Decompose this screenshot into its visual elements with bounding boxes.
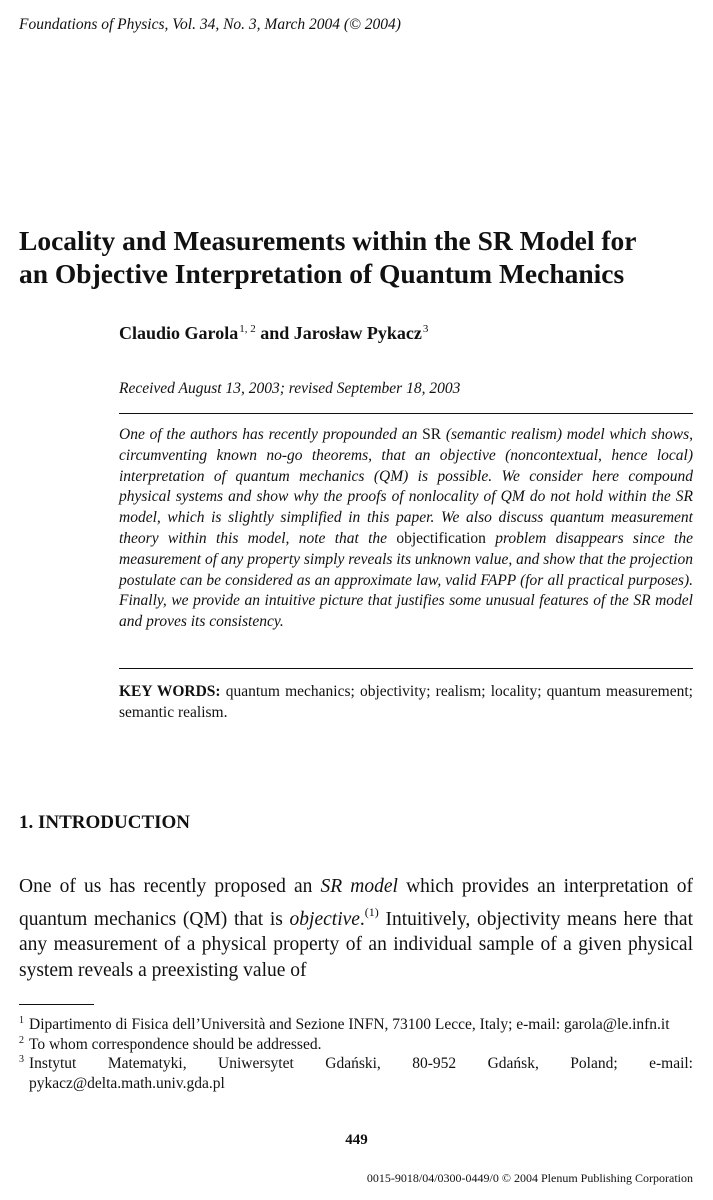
citation-ref[interactable]: (1) (364, 904, 379, 919)
intro-emphasis-sr-model: SR model (320, 876, 398, 897)
abstract (119, 425, 693, 633)
abstract-top-rule (119, 413, 693, 414)
section-heading: 1. INTRODUCTION (19, 812, 191, 833)
abstract-sr-term: SR (422, 426, 442, 443)
abstract-objectification-term: objectification (396, 529, 486, 547)
intro-paragraph (19, 874, 693, 983)
abstract-text-3: problem disappears since the measurement of any property simply reveals its unknown value, and show that the projection postulate can be considered as an approximate law, valid FAPP (for all practical purposes). Finally, we provide an intuitive picture that justifies some unusual features of the SR model and proves its consistency. (119, 529, 693, 631)
received-dates: Received August 13, 2003; revised September 18, 2003 (119, 380, 461, 397)
footnote-text-1: Dipartimento di Fisica dell’Università and Sezione INFN, 73100 Lecce, Italy; e-mail: garola@le.infn.it (29, 1016, 670, 1033)
footnote-mark-2: 2 (19, 1034, 24, 1046)
keywords-list: quantum mechanics; objectivity; realism; locality; quantum measurement; semantic realism. (119, 683, 693, 721)
intro-text-1: One of us has recently proposed an (19, 876, 321, 897)
footnote-2 (19, 1035, 693, 1055)
title-line-2: an Objective Interpretation of Quantum Mechanics (19, 258, 625, 289)
abstract-text-1: One of the authors has recently propounded an (119, 426, 423, 443)
intro-text-2: which provides an interpretation of quantum mechanics (QM) that is (19, 876, 693, 930)
footnote-text-3: Instytut Matematyki, Uniwersytet Gdański, 80-952 Gdańsk, Poland; e-mail: pykacz@delta.math.univ.gda.pl (29, 1055, 693, 1092)
intro-text-3: . (359, 908, 365, 930)
footnote-3 (19, 1054, 693, 1093)
author-separator: and (255, 323, 294, 343)
author-1-affiliation-marks: 1, 2 (239, 323, 256, 335)
abstract-text-2: (semantic realism) model which shows, circumventing known no-go theorems, that an objective (noncontextual, hence local) interpretation of quantum mechanics (QM) is possible. We consider here compound physical systems and show why the proofs of nonlocality of QM do not hold within the SR model, which is slightly simplified in this paper. We also discuss quantum measurement theory within this model, note that the (119, 426, 693, 547)
journal-header: Foundations of Physics, Vol. 34, No. 3, March 2004 (© 2004) (19, 16, 401, 33)
article-title (19, 224, 699, 290)
footnote-text-2: To whom correspondence should be addressed. (29, 1035, 322, 1053)
title-line-1: Locality and Measurements within the SR Model for (19, 225, 637, 256)
author-2-affiliation-mark: 3 (422, 323, 429, 335)
intro-text-4: Intuitively, objectivity means here that any measurement of a physical property of an individual sample of a given physical system reveals a preexisting value of (19, 908, 693, 981)
abstract-bottom-rule (119, 668, 693, 669)
footnotes (19, 1015, 693, 1093)
copyright-line: 0015-9018/04/0300-0449/0 © 2004 Plenum Publishing Corporation (366, 1171, 693, 1185)
page-number: 449 (345, 1132, 368, 1148)
keywords (119, 681, 693, 723)
author-2: Jarosław Pykacz (293, 323, 422, 343)
intro-emphasis-objective: objective (289, 908, 360, 930)
footnote-1 (19, 1015, 693, 1035)
footnote-mark-3: 3 (19, 1054, 24, 1065)
footnote-mark-1: 1 (19, 1015, 24, 1026)
footnote-rule (19, 1004, 94, 1005)
keywords-label: KEY WORDS: (119, 683, 221, 700)
author-1: Claudio Garola (119, 323, 239, 343)
author-line (119, 323, 428, 344)
